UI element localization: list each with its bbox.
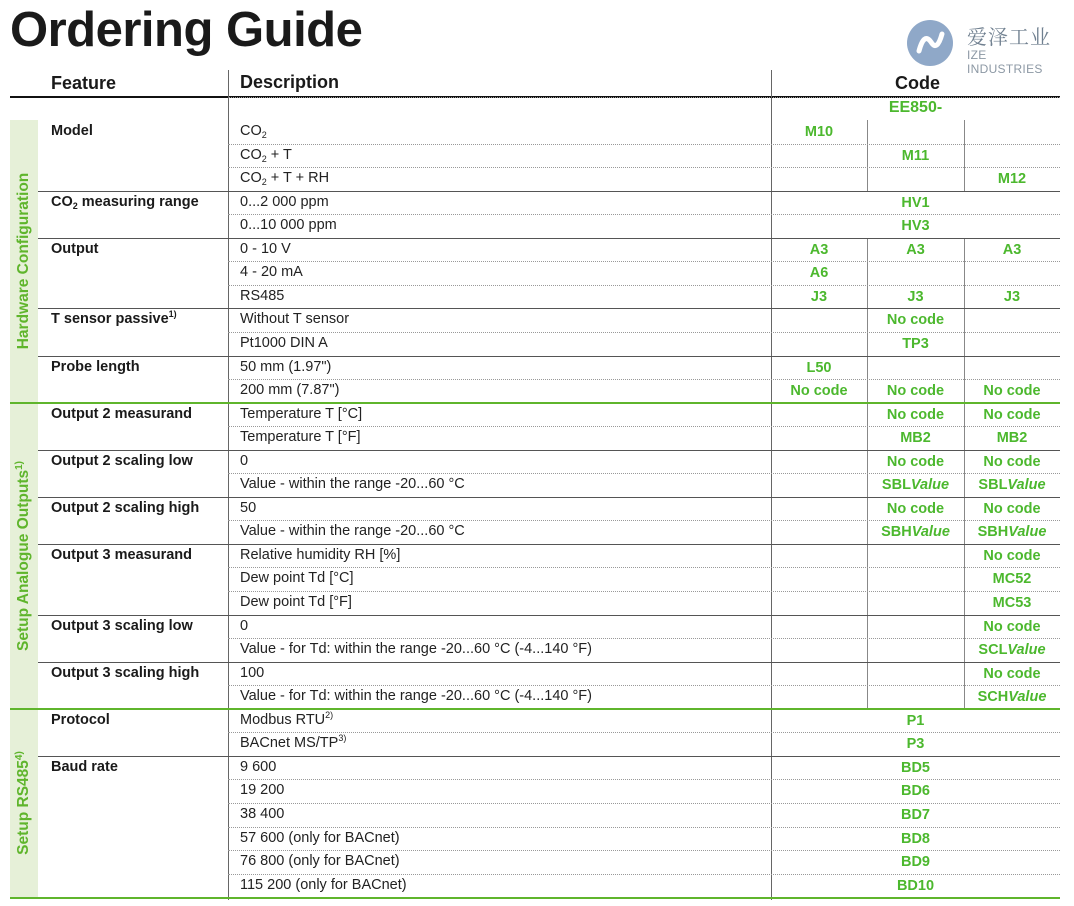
order-code-text: SCL (978, 642, 1008, 659)
order-code-text: SBH (977, 524, 1009, 541)
column-divider (228, 70, 229, 900)
order-code-text: A3 (1002, 241, 1022, 258)
feature-sup: 1) (168, 309, 177, 320)
order-code-text: MC53 (992, 595, 1032, 611)
row-description (240, 359, 331, 375)
feature-text-2: measuring range (77, 193, 199, 210)
order-code (867, 430, 964, 446)
order-code (867, 148, 964, 164)
description-sub: 2 (261, 177, 267, 188)
row-rule (228, 827, 1060, 828)
feature-text: Output 3 scaling high (51, 664, 200, 681)
description-text: Temperature T [°C] (240, 405, 363, 422)
order-code-text: A3 (809, 241, 829, 258)
row-description (240, 147, 292, 163)
order-code-text: M10 (804, 124, 834, 140)
page-title: Ordering Guide (10, 3, 363, 57)
order-code (867, 501, 964, 517)
row-rule (228, 261, 1060, 262)
row-description (240, 406, 362, 422)
order-code-text: J3 (907, 288, 924, 305)
feature-label (51, 123, 93, 139)
description-text: Dew point Td [°F] (240, 594, 352, 610)
order-code: BD6 (900, 783, 930, 800)
description-text-2: + T + RH (266, 170, 330, 187)
section-label-text: Hardware Configuration (15, 173, 32, 350)
order-code (964, 242, 1060, 258)
feature-text: CO (51, 193, 73, 210)
order-code: HV3 (901, 218, 930, 235)
order-code (964, 477, 1060, 493)
order-code-variable: Value (1007, 642, 1046, 659)
row-description (240, 782, 284, 798)
description-text: 0...10 000 ppm (240, 217, 337, 234)
order-code-text: M11 (901, 147, 930, 164)
feature-label (51, 241, 99, 257)
description-text: 0...2 000 ppm (240, 193, 329, 210)
feature-text: Output (51, 240, 99, 257)
feature-text: Output 3 scaling low (51, 617, 193, 634)
row-rule (228, 520, 1060, 521)
description-text: 9 600 (240, 758, 277, 775)
section-label (15, 173, 33, 350)
order-code (867, 289, 964, 305)
order-code (964, 689, 1060, 705)
description-text: Modbus RTU (240, 711, 326, 728)
order-code-variable: Value (910, 477, 950, 494)
order-code (771, 265, 867, 281)
order-code-variable: Value (911, 524, 950, 541)
row-rule (228, 214, 1060, 215)
order-code-text: No code (790, 383, 848, 400)
order-code (867, 407, 964, 423)
order-code (964, 501, 1060, 517)
order-code-text: No code (983, 500, 1041, 517)
order-code (964, 383, 1060, 399)
order-code-variable: Value (1008, 524, 1047, 541)
row-description (240, 806, 284, 822)
feature-text: Output 2 measurand (51, 405, 192, 422)
header-code: Code (895, 73, 940, 93)
order-code-variable: Value (1008, 689, 1047, 706)
order-code-text: No code (983, 453, 1041, 470)
order-code: P1 (906, 712, 925, 729)
order-code (964, 619, 1060, 635)
row-description (240, 311, 349, 327)
order-code: HV1 (901, 194, 930, 211)
order-code (964, 666, 1060, 682)
order-code-text: No code (886, 453, 945, 470)
feature-rule (38, 450, 1060, 451)
section-rule (10, 708, 1060, 710)
row-description (240, 170, 329, 186)
order-code (867, 524, 964, 540)
order-code-text: J3 (1003, 288, 1021, 305)
description-sub: 2 (261, 130, 267, 140)
order-code (964, 571, 1060, 587)
order-code-text: MC52 (992, 571, 1032, 588)
section-rule (10, 402, 1060, 404)
order-code: P3 (906, 736, 925, 753)
row-description (240, 241, 291, 257)
table-bottom-rule (10, 897, 1060, 899)
order-code (771, 124, 867, 140)
row-rule (228, 732, 1060, 733)
section-label-text: Setup Analogue Outputs (15, 469, 32, 651)
row-description (240, 523, 465, 539)
section-label-sup: 4) (13, 751, 25, 761)
order-code-text: No code (983, 406, 1041, 423)
description-text: 200 mm (7.87") (240, 382, 340, 399)
row-description (240, 830, 400, 846)
row-rule (228, 803, 1060, 804)
section-label-text: Setup RS485 (15, 760, 32, 855)
feature-label (51, 194, 199, 210)
row-description (240, 618, 248, 634)
row-description (240, 594, 352, 610)
feature-rule (38, 497, 1060, 498)
row-description (240, 194, 329, 210)
description-text: 0 (240, 617, 249, 634)
row-description (240, 877, 407, 893)
order-code (964, 524, 1060, 540)
section-band-1 (10, 120, 38, 403)
row-rule (228, 591, 1060, 592)
section-label-sup: 1) (13, 460, 25, 470)
description-sup: 2) (325, 709, 334, 720)
description-text: 4 - 20 mA (240, 264, 303, 281)
feature-rule (38, 662, 1060, 663)
feature-label (51, 406, 192, 422)
row-description (240, 453, 248, 469)
logo-text-cn: 爱泽工业 (967, 25, 1051, 49)
order-code (867, 242, 964, 258)
order-code (964, 454, 1060, 470)
row-rule (228, 685, 1060, 686)
row-description (240, 264, 303, 280)
feature-label (51, 453, 193, 469)
feature-rule (38, 191, 1060, 192)
order-code-text: SBL (881, 477, 911, 494)
row-description (240, 570, 354, 586)
order-code-text: MB2 (996, 430, 1028, 447)
order-code (867, 312, 964, 328)
feature-text: Output 2 scaling high (51, 499, 200, 516)
logo-icon (905, 18, 955, 68)
order-code (964, 548, 1060, 564)
description-text: CO (240, 170, 262, 187)
order-code-text: No code (983, 383, 1041, 400)
order-code (771, 360, 867, 376)
feature-label (51, 712, 110, 728)
feature-text: Output 2 scaling low (51, 452, 193, 469)
order-code-text: L50 (806, 359, 832, 376)
description-text-2: + T (266, 146, 292, 163)
logo-text-en: IZE INDUSTRIES (967, 48, 1043, 76)
row-description (240, 500, 256, 516)
order-code: BD9 (900, 854, 930, 871)
order-code (867, 477, 964, 493)
row-description (240, 735, 346, 751)
header-dotted-rule (228, 97, 1060, 98)
row-description (240, 123, 267, 139)
row-description (240, 688, 592, 704)
row-rule (228, 874, 1060, 875)
order-code (964, 289, 1060, 305)
description-text: Value - for Td: within the range -20...60 °C (-4...140 °F) (240, 688, 592, 705)
feature-rule (38, 308, 1060, 309)
description-sup: 3) (338, 733, 347, 744)
feature-rule (38, 544, 1060, 545)
order-code-text: No code (886, 500, 945, 517)
row-rule (228, 426, 1060, 427)
row-description (240, 429, 361, 445)
section-label (15, 461, 33, 651)
order-code (867, 336, 964, 352)
order-code (964, 430, 1060, 446)
row-rule (228, 567, 1060, 568)
description-text: 57 600 (only for BACnet) (240, 829, 400, 846)
feature-rule (38, 238, 1060, 239)
description-text: CO (240, 123, 262, 139)
row-rule (228, 850, 1060, 851)
order-code-text: M12 (997, 171, 1027, 188)
order-code-text: No code (983, 665, 1041, 682)
description-text: 115 200 (only for BACnet) (240, 876, 407, 893)
row-description (240, 476, 465, 492)
order-code-text: No code (886, 383, 945, 400)
order-code-variable: Value (1007, 477, 1046, 494)
feature-text: Protocol (51, 711, 110, 728)
order-code: BD7 (900, 806, 930, 823)
feature-label (51, 359, 140, 375)
row-description (240, 217, 337, 233)
description-text: Dew point Td [°C] (240, 570, 354, 587)
section-band-3 (10, 709, 38, 897)
row-description (240, 382, 339, 398)
feature-text: Probe length (51, 358, 140, 375)
row-rule (228, 638, 1060, 639)
description-text: 50 (240, 499, 257, 516)
order-code-text: A3 (906, 241, 925, 258)
order-code-text: SCH (977, 689, 1009, 706)
order-code (867, 383, 964, 399)
feature-text: Output 3 measurand (51, 546, 192, 563)
row-rule (228, 285, 1060, 286)
row-description (240, 853, 400, 869)
row-description (240, 709, 334, 728)
order-code (964, 407, 1060, 423)
row-description (240, 335, 328, 351)
description-text: Value - for Td: within the range -20...60 °C (-4...140 °F) (240, 641, 592, 658)
order-code-text: No code (983, 618, 1041, 635)
description-text: Value - within the range -20...60 °C (240, 476, 465, 493)
header-feature: Feature (51, 73, 117, 93)
order-code: BD5 (900, 759, 930, 776)
order-code: BD10 (896, 877, 935, 894)
description-text: 76 800 (only for BACnet) (240, 853, 400, 870)
order-code (964, 642, 1060, 658)
row-rule (228, 379, 1060, 380)
order-code (771, 289, 867, 305)
order-code (771, 383, 867, 399)
feature-label (51, 500, 199, 516)
description-text: Without T sensor (240, 311, 350, 328)
row-description (240, 288, 284, 304)
description-text: 0 - 10 V (240, 240, 291, 257)
feature-text: Baud rate (51, 758, 118, 775)
order-code-text: No code (983, 547, 1041, 564)
order-code-text: MB2 (900, 430, 931, 447)
row-description (240, 641, 592, 657)
description-text: 50 mm (1.97") (240, 358, 332, 375)
row-description (240, 547, 400, 563)
order-code-text: A6 (809, 265, 829, 282)
order-code-text: SBH (881, 524, 912, 541)
feature-label (51, 665, 199, 681)
row-rule (228, 332, 1060, 333)
order-code-text: No code (886, 312, 945, 329)
order-code-text: No code (886, 406, 945, 423)
description-text: CO (240, 146, 262, 163)
section-label (15, 751, 33, 855)
description-text: BACnet MS/TP (240, 735, 339, 752)
header-description: Description (240, 72, 340, 92)
description-text: RS485 (240, 287, 285, 304)
row-rule (228, 473, 1060, 474)
description-text: Temperature T [°F] (240, 429, 361, 446)
row-rule (228, 779, 1060, 780)
company-logo (905, 18, 1065, 76)
feature-label (51, 759, 118, 775)
description-text: Value - within the range -20...60 °C (240, 523, 465, 540)
order-code (867, 454, 964, 470)
order-code: BD8 (900, 830, 930, 847)
row-rule (228, 167, 1060, 168)
description-text: Relative humidity RH [%] (240, 546, 401, 563)
feature-label (51, 547, 192, 563)
feature-text: T sensor passive (51, 311, 169, 328)
order-code (964, 595, 1060, 611)
row-description (240, 759, 276, 775)
feature-label (51, 618, 193, 634)
description-sub: 2 (261, 153, 267, 164)
code-subdivider (867, 403, 868, 709)
feature-rule (38, 356, 1060, 357)
order-code-text: SBL (978, 477, 1008, 494)
section-band-2 (10, 403, 38, 709)
feature-text: Model (51, 123, 93, 139)
description-text: 100 (240, 664, 265, 681)
description-text: Pt1000 DIN A (240, 334, 328, 351)
description-text: 38 400 (240, 805, 285, 822)
order-code (771, 242, 867, 258)
description-text: 19 200 (240, 782, 285, 799)
description-text: 0 (240, 452, 249, 469)
row-description (240, 665, 264, 681)
order-code-text: TP3 (902, 335, 929, 352)
feature-rule (38, 756, 1060, 757)
feature-rule (38, 615, 1060, 616)
order-code (964, 171, 1060, 187)
row-rule (228, 144, 1060, 145)
feature-label (51, 311, 177, 327)
feature-sub: 2 (72, 200, 78, 211)
order-code-text: J3 (810, 288, 828, 305)
model-prefix: EE850- (888, 99, 943, 116)
